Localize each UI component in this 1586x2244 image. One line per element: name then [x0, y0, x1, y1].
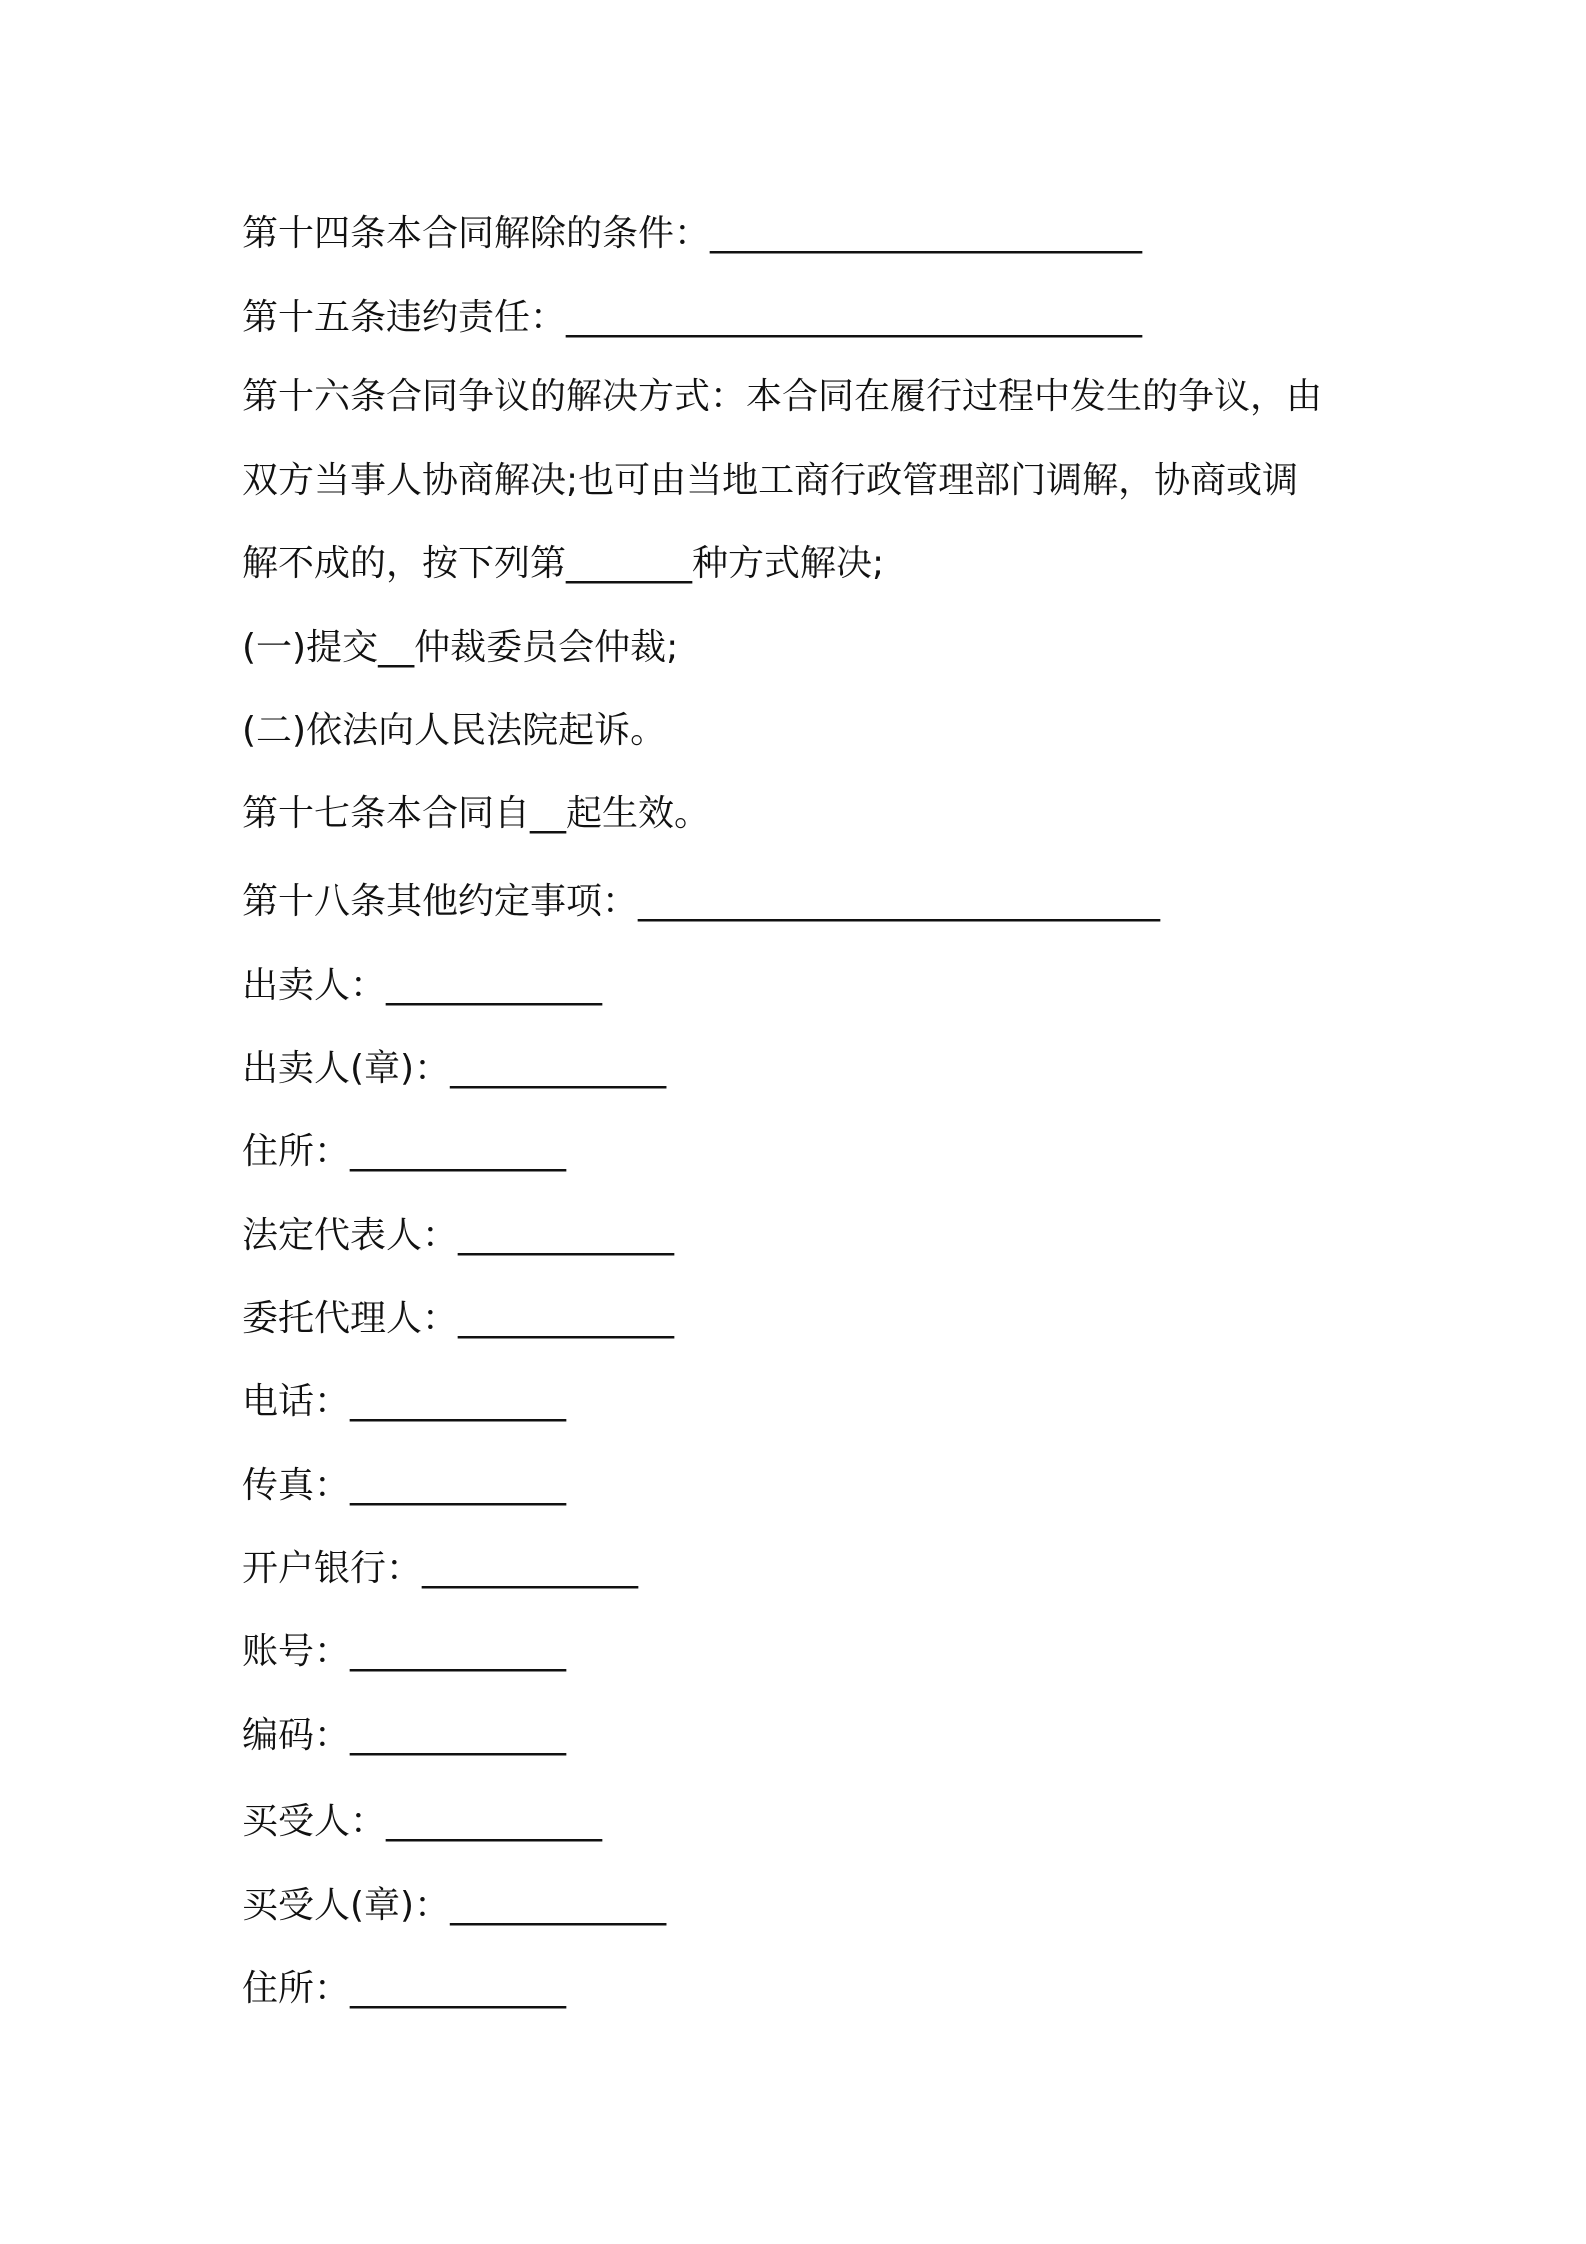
- seller-agent: 委托代理人：____________: [242, 1298, 675, 1339]
- article-16-line-2: 双方当事人协商解决;也可由当地工商行政管理部门调解，协商或调: [242, 460, 1299, 501]
- seller-fax: 传真：____________: [242, 1465, 567, 1506]
- buyer-seal: 买受人(章)：____________: [242, 1885, 667, 1926]
- seller-legal-rep: 法定代表人：____________: [242, 1215, 675, 1256]
- article-18: 第十八条其他约定事项：_____________________________: [242, 881, 1161, 922]
- seller-bank: 开户银行：____________: [242, 1548, 639, 1589]
- article-16-line-1: 第十六条合同争议的解决方式：本合同在履行过程中发生的争议，由: [242, 376, 1323, 417]
- seller-address: 住所：____________: [242, 1131, 567, 1172]
- seller-account: 账号：____________: [242, 1631, 567, 1672]
- seller-postcode: 编码：____________: [242, 1715, 567, 1756]
- article-16-line-3: 解不成的，按下列第_______种方式解决;: [242, 543, 885, 584]
- article-15: 第十五条违约责任：________________________________: [242, 297, 1143, 338]
- seller-seal: 出卖人(章)：____________: [242, 1048, 667, 1089]
- buyer-name: 买受人：____________: [242, 1801, 603, 1842]
- seller-phone: 电话：____________: [242, 1381, 567, 1422]
- buyer-address: 住所：____________: [242, 1968, 567, 2009]
- dispute-option-2: (二)依法向人民法院起诉。: [242, 710, 667, 751]
- article-17: 第十七条本合同自__起生效。: [242, 793, 711, 834]
- dispute-option-1: (一)提交__仲裁委员会仲裁;: [242, 627, 679, 668]
- seller-name: 出卖人：____________: [242, 965, 603, 1006]
- article-14: 第十四条本合同解除的条件：________________________: [242, 213, 1143, 254]
